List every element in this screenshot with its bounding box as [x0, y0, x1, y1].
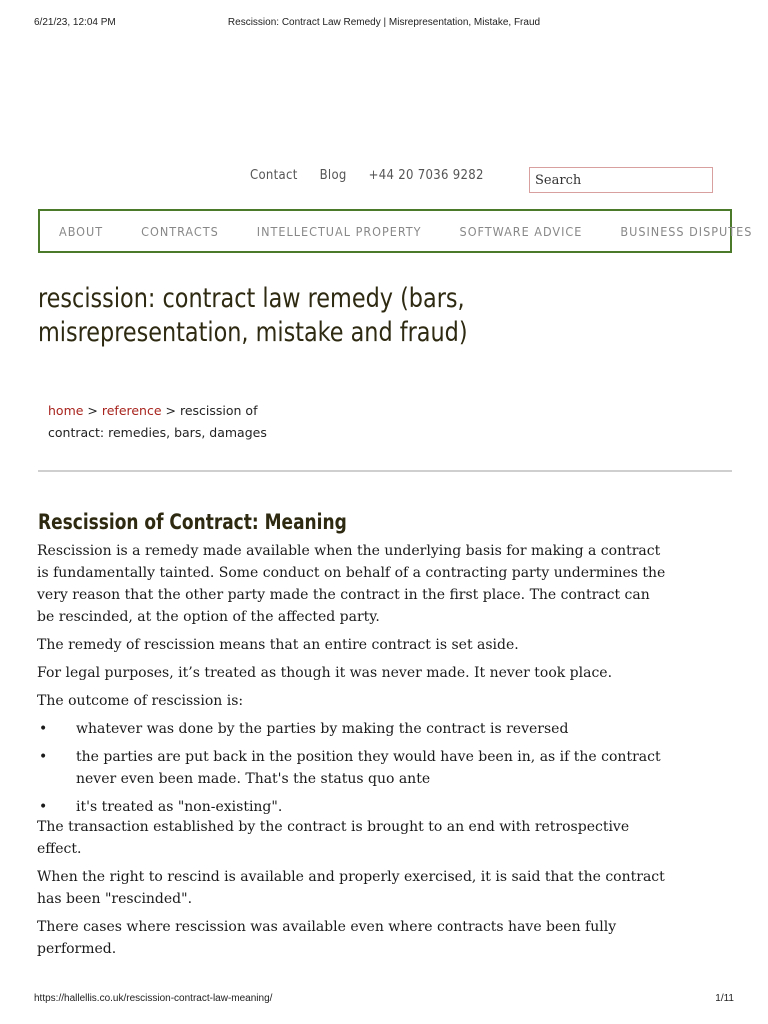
bullet-icon: •: [39, 749, 48, 765]
print-header: [0, 17, 768, 31]
paragraph: Rescission is a remedy made available when the underlying basis for making a contract is fundamentally tainted. Some conduct on behalf of a contracting party undermines the very reason that the other party made the contract in the first place. The contract can be rescinded, at the option of the affected party.: [37, 543, 666, 625]
contact-link[interactable]: Contact: [250, 168, 298, 183]
list-item: [37, 746, 667, 790]
bullet-icon: •: [39, 721, 48, 737]
section-heading: Rescission of Contract: Meaning: [38, 510, 347, 534]
print-footer: [0, 993, 768, 1007]
paragraph: The transaction established by the contract is brought to an end with retrospective effect.: [37, 819, 630, 857]
main-navigation: [38, 209, 753, 253]
paragraph: When the right to rescind is available and properly exercised, it is said that the contract has been "rescinded".: [37, 869, 665, 907]
list-item-text: it's treated as "non-existing".: [76, 799, 283, 815]
article-content: [37, 540, 667, 966]
paragraph: The outcome of rescission is:: [37, 693, 244, 709]
nav-item-about[interactable]: ABOUT: [59, 223, 104, 239]
nav-item-contracts[interactable]: CONTRACTS: [141, 223, 219, 239]
breadcrumb-separator: >: [161, 403, 180, 418]
outcome-list: [37, 718, 667, 818]
top-navigation: [250, 168, 484, 188]
nav-item-intellectual-property[interactable]: INTELLECTUAL PROPERTY: [256, 223, 422, 239]
divider: [38, 470, 732, 472]
nav-item-software-advice[interactable]: SOFTWARE ADVICE: [459, 223, 583, 239]
bullet-icon: •: [39, 799, 48, 815]
search-input[interactable]: [530, 168, 712, 192]
print-datetime: 6/21/23, 12:04 PM: [34, 17, 116, 28]
print-url: https://hallellis.co.uk/rescission-contract-law-meaning/: [34, 993, 273, 1004]
list-item: [37, 796, 667, 818]
paragraph: For legal purposes, it’s treated as though it was never made. It never took place.: [37, 665, 613, 681]
print-page-title: Rescission: Contract Law Remedy | Misrepresentation, Mistake, Fraud: [227, 17, 541, 28]
search-box: [529, 167, 713, 193]
list-item-text: whatever was done by the parties by making the contract is reversed: [76, 721, 569, 737]
print-page-number: 1/11: [715, 993, 734, 1004]
list-item: [37, 718, 667, 740]
breadcrumb-reference-link[interactable]: reference: [101, 403, 162, 418]
breadcrumb-home-link[interactable]: home: [48, 403, 84, 418]
list-item-text: the parties are put back in the position they would have been in, as if the contract never even been made. That's the status quo ante: [76, 749, 661, 787]
blog-link[interactable]: Blog: [319, 168, 347, 183]
nav-item-business-disputes[interactable]: BUSINESS DISPUTES: [620, 223, 753, 239]
paragraph: There cases where rescission was available even where contracts have been fully performed.: [37, 919, 617, 957]
breadcrumb-separator: >: [83, 403, 102, 418]
paragraph: The remedy of rescission means that an entire contract is set aside.: [37, 637, 519, 653]
breadcrumb: [48, 400, 268, 444]
breadcrumb-current: rescission of contract: remedies, bars, damages: [48, 403, 267, 440]
phone-link[interactable]: +44 20 7036 9282: [368, 168, 484, 183]
page-title: rescission: contract law remedy (bars, misrepresentation, mistake and fraud): [38, 283, 468, 348]
